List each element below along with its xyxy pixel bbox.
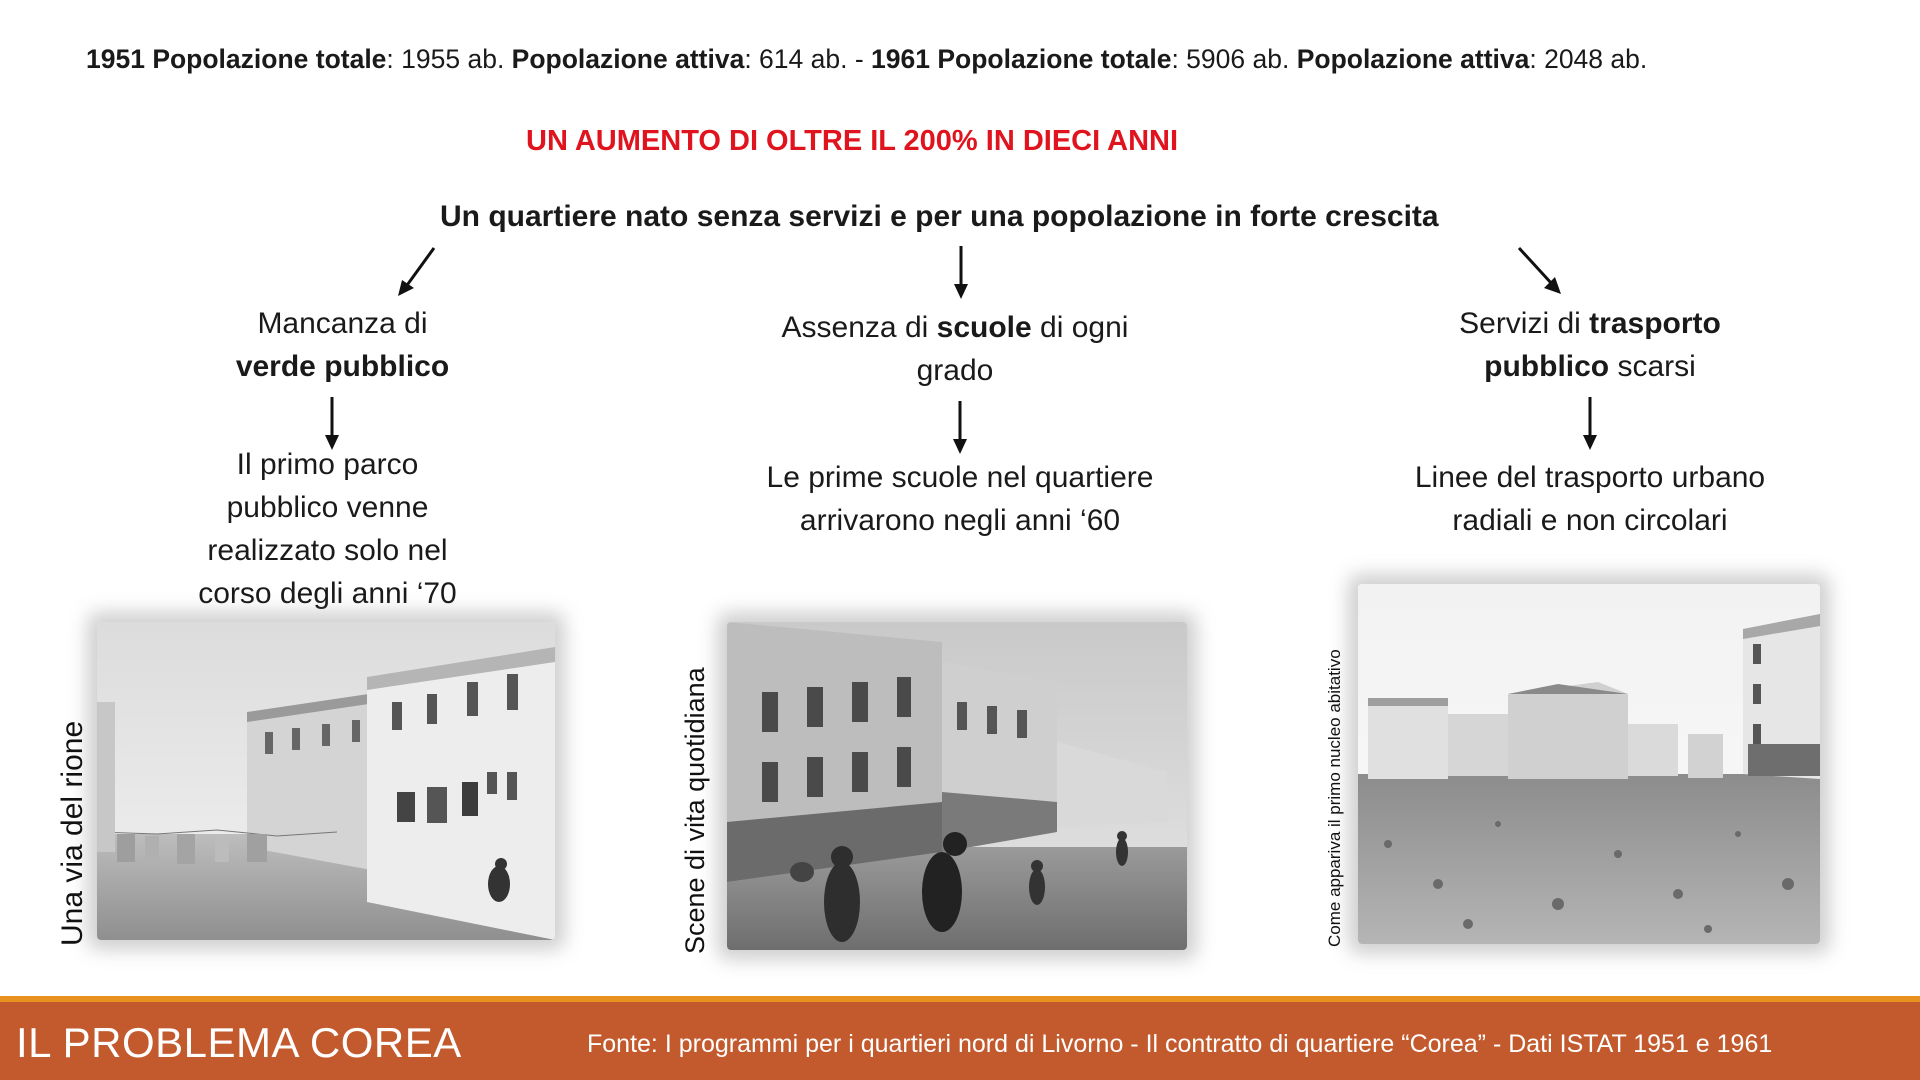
arrow-down-icon	[951, 244, 971, 300]
problem-green-space: Mancanza di verde pubblico	[235, 307, 450, 383]
arrow-down-left-icon	[396, 244, 442, 298]
problem-schools: Assenza di scuole di ogni grado	[781, 311, 1129, 387]
headline: UN AUMENTO DI OLTRE IL 200% IN DIECI ANNI	[526, 125, 1179, 157]
outcome-schools: Le prime scuole nel quartiere arrivarono negli anni ‘60	[766, 461, 1154, 537]
caption-daily-life: Scene di vita quotidiana	[680, 667, 710, 954]
problem-transport: Servizi di trasporto pubblico scarsi	[1459, 307, 1721, 383]
caption-first-nucleus: Come appariva il primo nucleo abitativo	[1325, 649, 1344, 947]
source-note: Fonte: I programmi per i quartieri nord di Livorno - Il contratto di quartiere “Corea” - Dati ISTAT 1951 e 1961	[587, 1030, 1773, 1058]
population-stats: 1951 Popolazione totale: 1955 ab. Popolazione attiva: 614 ab. - 1961 Popolazione totale: 5906 ab. Popolazione attiva: 2048 ab.	[86, 44, 1648, 74]
photo-daily-life	[727, 622, 1187, 950]
photo-street	[97, 622, 555, 940]
arrow-down-icon	[950, 399, 970, 455]
arrow-down-right-icon	[1515, 244, 1565, 296]
caption-street: Una via del rione	[56, 720, 89, 946]
arrow-down-icon	[1580, 395, 1600, 451]
outcome-park: Il primo parco pubblico venne realizzato solo nel corso degli anni ‘70	[198, 448, 457, 610]
outcome-transport: Linee del trasporto urbano radiali e non circolari	[1414, 461, 1766, 537]
subtitle: Un quartiere nato senza servizi e per una popolazione in forte crescita	[440, 200, 1439, 233]
slide-title: IL PROBLEMA COREA	[16, 1019, 462, 1066]
photo-first-nucleus	[1358, 584, 1820, 944]
